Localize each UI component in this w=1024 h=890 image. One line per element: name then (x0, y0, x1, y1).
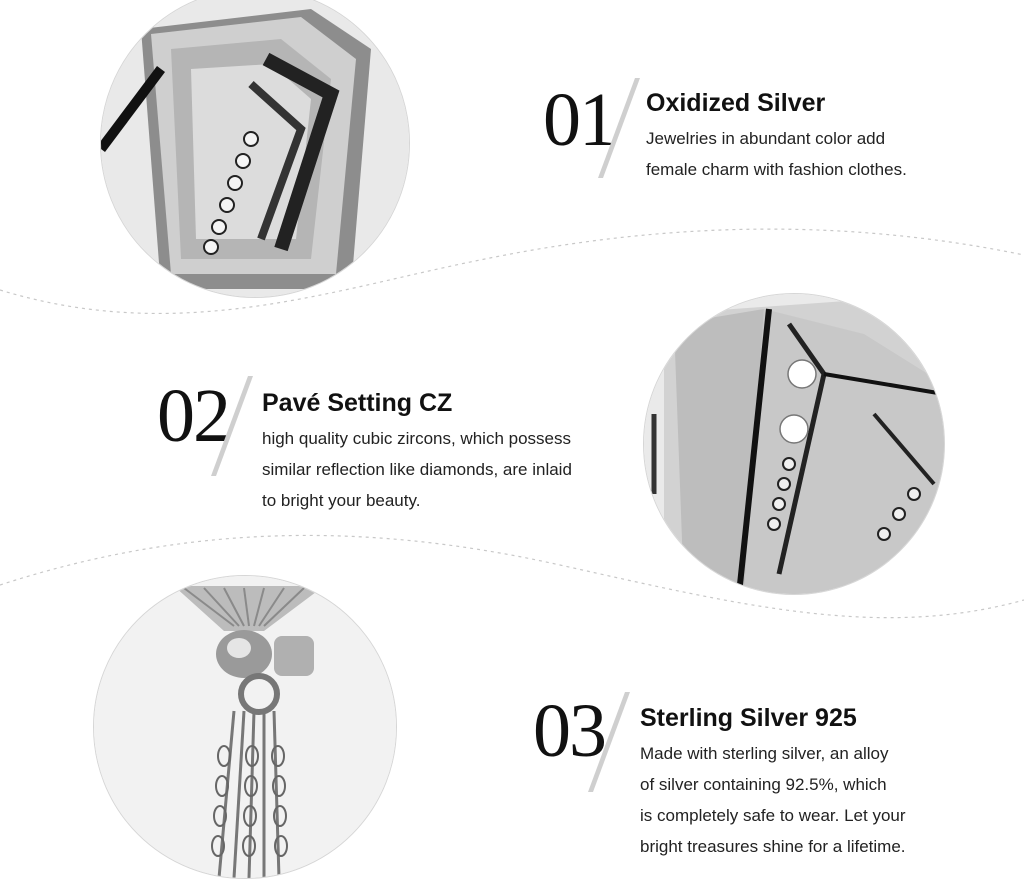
feature-number-03: 03 (533, 689, 605, 773)
description-line: Jewelries in abundant color add (646, 129, 886, 148)
description-line: of silver containing 92.5%, which (640, 775, 887, 794)
pave-setting-image (643, 293, 945, 595)
description-line: similar reflection like diamonds, are inlaid (262, 460, 572, 479)
sterling-silver-image (93, 575, 397, 879)
description-line: female charm with fashion clothes. (646, 160, 907, 179)
diagonal-accent-01 (595, 78, 640, 178)
description-line: Made with sterling silver, an alloy (640, 744, 889, 763)
description-line: high quality cubic zircons, which possess (262, 429, 571, 448)
feature-description-03 (640, 738, 906, 862)
description-line: is completely safe to wear. Let your (640, 806, 906, 825)
diagonal-accent-02 (208, 376, 253, 476)
description-line: to bright your beauty. (262, 491, 421, 510)
feature-description-01 (646, 123, 907, 185)
feature-number-01: 01 (543, 78, 615, 162)
feature-title-03: Sterling Silver 925 (640, 704, 857, 732)
diagonal-accent-03 (585, 692, 630, 792)
description-line: bright treasures shine for a lifetime. (640, 837, 906, 856)
feature-description-02 (262, 423, 572, 516)
feature-title-01: Oxidized Silver (646, 89, 826, 117)
feature-title-02: Pavé Setting CZ (262, 389, 453, 417)
oxidized-silver-image (100, 0, 410, 298)
feature-number-02: 02 (157, 374, 229, 458)
